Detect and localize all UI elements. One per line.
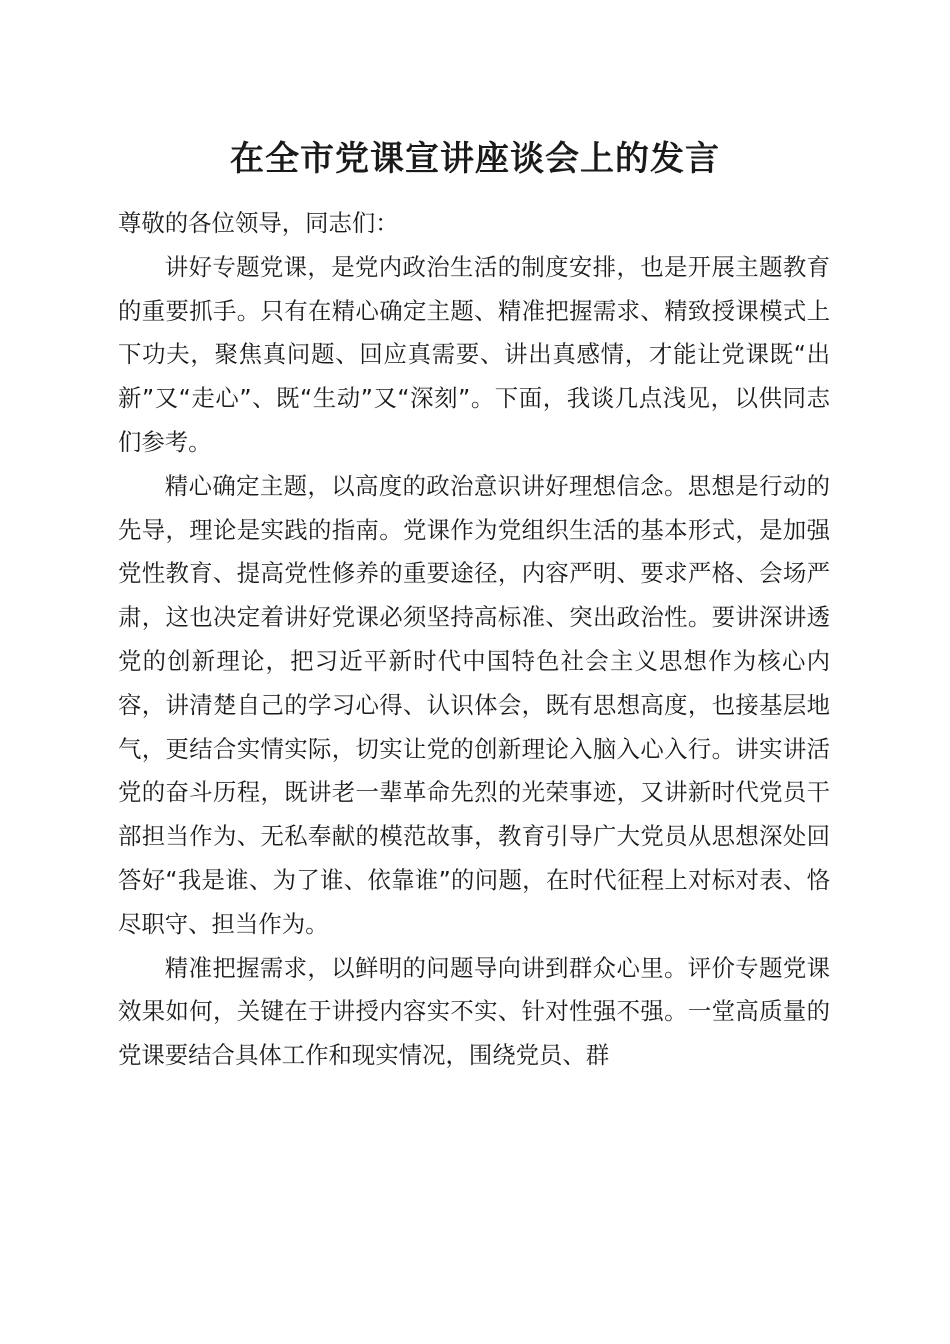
- paragraph-needs: 精准把握需求，以鲜明的问题导向讲到群众心里。评价专题党课效果如何，关键在于讲授内容实不实、针对性强不强。一堂高质量的党课要结合具体工作和现实情况，围绕党员、群: [118, 953, 830, 1070]
- document-body: [118, 202, 830, 1078]
- salutation: 尊敬的各位领导，同志们：: [118, 209, 399, 237]
- paragraph-theme: 精心确定主题，以高度的政治意识讲好理想信念。思想是行动的先导，理论是实践的指南。党课作为党组织生活的基本形式，是加强党性教育、提高党性修养的重要途径，内容严明、要求严格、会场严肃，这也决定着讲好党课必须坚持高标准、突出政治性。要讲深讲透党的创新理论，把习近平新时代中国特色社会主义思想作为核心内容，讲清楚自己的学习心得、认识体会，既有思想高度，也接基层地气，更结合实情实际，切实让党的创新理论入脑入心入行。讲实讲活党的奋斗历程，既讲老一辈革命先烈的光荣事迹，又讲新时代党员干部担当作为、无私奉献的模范故事，教育引导广大党员从思想深处回答好“我是谁、为了谁、依靠谁”的问题，在时代征程上对标对表、恪尽职守、担当作为。: [118, 471, 830, 938]
- paragraph-intro: 讲好专题党课，是党内政治生活的制度安排，也是开展主题教育的重要抓手。只有在精心确定主题、精准把握需求、精致授课模式上下功夫，聚焦真问题、回应真需要、讲出真感情，才能让党课既“出新”又“走心”、既“生动”又“深刻”。下面，我谈几点浅见，以供同志们参考。: [118, 252, 830, 456]
- document-title: 在全市党课宣讲座谈会上的发言: [230, 139, 720, 179]
